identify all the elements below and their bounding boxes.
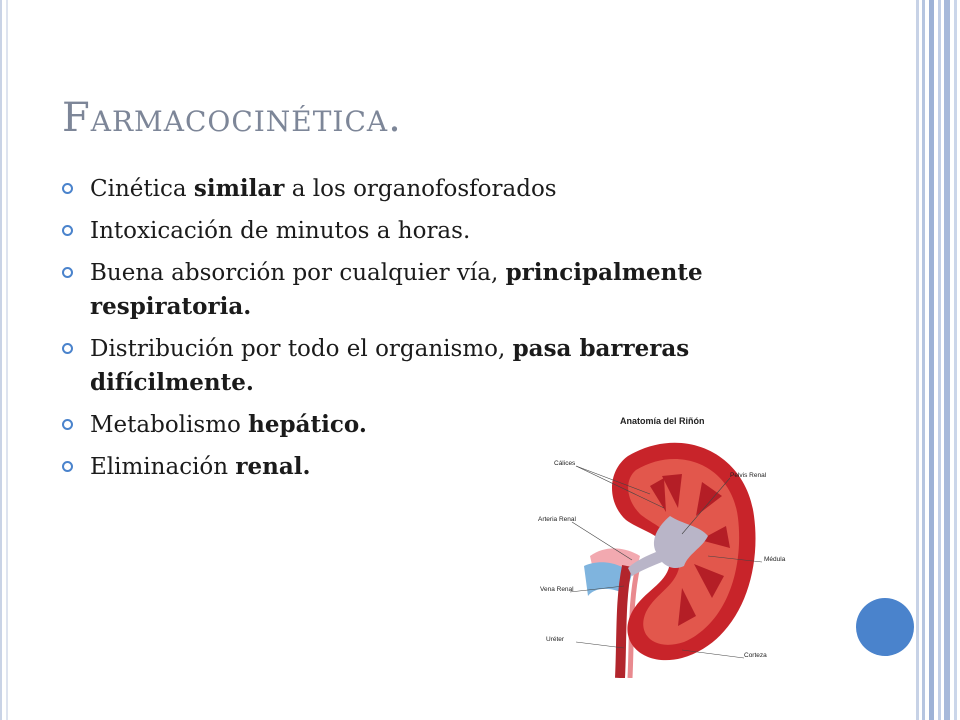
bullet-icon: [62, 461, 73, 472]
left-border-decoration: [0, 0, 12, 720]
bullet-text-bold: principalmente respiratoria.: [90, 259, 703, 320]
bullet-text-bold: renal.: [235, 453, 311, 480]
bullet-item: [62, 256, 712, 324]
bullet-text: Eliminación: [90, 454, 236, 480]
bullet-text-bold: similar: [193, 175, 285, 202]
slide-title: Farmacocinética.: [62, 95, 402, 141]
bullet-text: Distribución por todo el organismo,: [90, 336, 513, 362]
bullet-icon: [62, 267, 73, 278]
bullet-item: [62, 214, 712, 248]
bullet-icon: [62, 343, 73, 354]
bullet-text: Buena absorción por cualquier vía,: [90, 260, 506, 286]
bullet-icon: [62, 183, 73, 194]
label-corteza: Corteza: [744, 652, 767, 659]
right-stripe-decoration: [916, 0, 960, 720]
figure-title: Anatomía del Riñón: [620, 416, 705, 426]
label-calices: Cálices: [554, 460, 576, 467]
kidney-anatomy-figure: [532, 416, 792, 678]
bullet-text: Intoxicación de minutos a horas.: [90, 218, 471, 244]
bullet-text-bold: pasa barreras difícilmente.: [90, 335, 690, 396]
bullet-text-bold: hepático.: [248, 411, 367, 438]
bullet-text: Metabolismo: [90, 412, 249, 438]
bullet-icon: [62, 419, 73, 430]
bullet-item: [62, 332, 712, 400]
label-pelvis-renal: Pelvis Renal: [730, 472, 767, 479]
bullet-text: Cinética: [90, 176, 194, 202]
label-ureter: Uréter: [546, 636, 565, 643]
bullet-item: [62, 172, 712, 206]
label-arteria-renal: Arteria Renal: [538, 516, 576, 523]
decorative-circle: [856, 598, 914, 656]
bullet-icon: [62, 225, 73, 236]
label-medula: Médula: [764, 556, 786, 563]
bullet-text: a los organofosforados: [284, 176, 557, 202]
label-vena-renal: Vena Renal: [540, 586, 574, 593]
kidney-illustration: [532, 416, 792, 678]
